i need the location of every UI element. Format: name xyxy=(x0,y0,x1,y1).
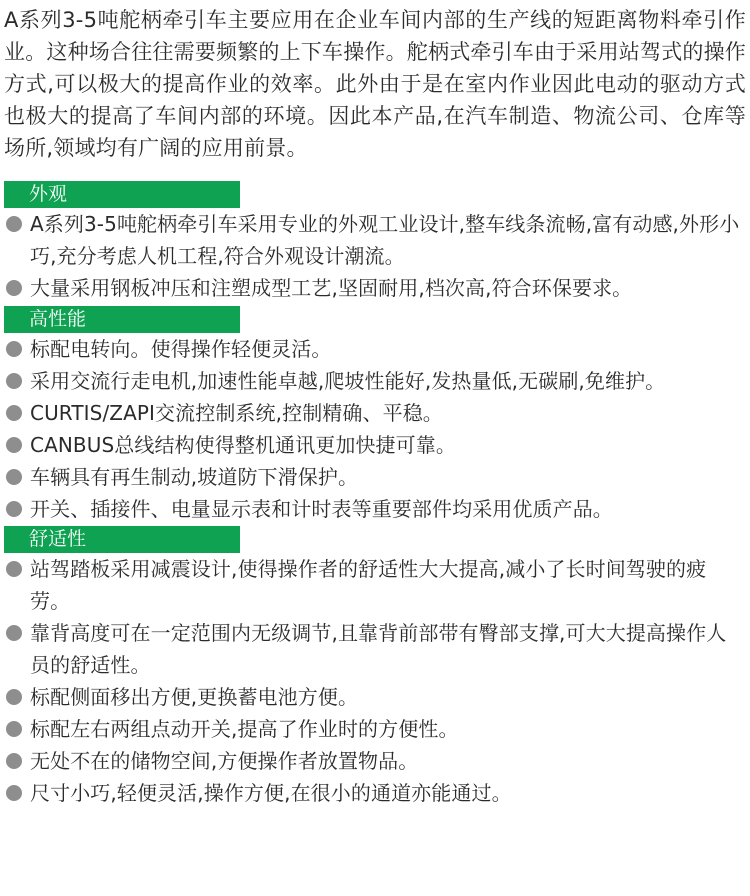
bullet-dot-icon xyxy=(6,501,22,517)
list-item-text: A系列3-5吨舵柄牵引车采用专业的外观工业设计,整车线条流畅,富有动感,外形小巧,充分考虑人机工程,符合外观设计潮流。 xyxy=(30,212,740,268)
list-item xyxy=(4,617,746,681)
comfort-list xyxy=(4,553,746,809)
list-item xyxy=(4,333,746,365)
section-comfort xyxy=(4,526,746,809)
section-header-performance: 高性能 xyxy=(4,306,240,333)
list-item xyxy=(4,429,746,461)
section-performance xyxy=(4,306,746,525)
list-item-text: 靠背高度可在一定范围内无级调节,且靠背前部带有臀部支撑,可大大提高操作人员的舒适性。 xyxy=(30,621,727,677)
section-header-appearance: 外观 xyxy=(4,181,240,208)
list-item-text: 标配电转向。使得操作轻便灵活。 xyxy=(30,337,332,361)
bullet-dot-icon xyxy=(6,405,22,421)
list-item xyxy=(4,553,746,617)
list-item xyxy=(4,713,746,745)
list-item-text: 尺寸小巧,轻便灵活,操作方便,在很小的通道亦能通过。 xyxy=(30,781,512,805)
list-item xyxy=(4,745,746,777)
list-item-text: 无处不在的储物空间,方便操作者放置物品。 xyxy=(30,749,419,773)
list-item xyxy=(4,272,746,304)
list-item xyxy=(4,461,746,493)
list-item xyxy=(4,365,746,397)
bullet-dot-icon xyxy=(6,689,22,705)
bullet-dot-icon xyxy=(6,625,22,641)
bullet-dot-icon xyxy=(6,721,22,737)
section-appearance xyxy=(4,181,746,304)
bullet-dot-icon xyxy=(6,753,22,769)
list-item-text: 采用交流行走电机,加速性能卓越,爬坡性能好,发热量低,无碳刷,免维护。 xyxy=(30,369,666,393)
appearance-list xyxy=(4,208,746,304)
bullet-dot-icon xyxy=(6,216,22,232)
section-header-comfort: 舒适性 xyxy=(4,526,240,553)
bullet-dot-icon xyxy=(6,437,22,453)
list-item-text: 标配左右两组点动开关,提高了作业时的方便性。 xyxy=(30,717,459,741)
bullet-dot-icon xyxy=(6,341,22,357)
list-item xyxy=(4,397,746,429)
list-item-text: 车辆具有再生制动,坡道防下滑保护。 xyxy=(30,465,359,489)
list-item-text: 大量采用钢板冲压和注塑成型工艺,坚固耐用,档次高,符合环保要求。 xyxy=(30,276,633,300)
bullet-dot-icon xyxy=(6,373,22,389)
list-item-text: CURTIS/ZAPI交流控制系统,控制精确、平稳。 xyxy=(30,401,443,425)
list-item xyxy=(4,777,746,809)
list-item-text: 开关、插接件、电量显示表和计时表等重要部件均采用优质产品。 xyxy=(30,497,613,521)
bullet-dot-icon xyxy=(6,785,22,801)
list-item xyxy=(4,208,746,272)
bullet-dot-icon xyxy=(6,469,22,485)
list-item xyxy=(4,493,746,525)
performance-list xyxy=(4,333,746,525)
list-item xyxy=(4,681,746,713)
list-item-text: 标配侧面移出方便,更换蓄电池方便。 xyxy=(30,685,359,709)
bullet-dot-icon xyxy=(6,561,22,577)
list-item-text: 站驾踏板采用减震设计,使得操作者的舒适性大大提高,减小了长时间驾驶的疲劳。 xyxy=(30,557,707,613)
bullet-dot-icon xyxy=(6,280,22,296)
list-item-text: CANBUS总线结构使得整机通讯更加快捷可靠。 xyxy=(30,433,456,457)
intro-paragraph: A系列3-5吨舵柄牵引车主要应用在企业车间内部的生产线的短距离物料牵引作业。这种场合往往需要频繁的上下车操作。舵柄式牵引车由于采用站驾式的操作方式,可以极大的提高作业的效率。此外由于是在室内作业因此电动的驱动方式也极大的提高了车间内部的环境。因此本产品,在汽车制造、物流公司、仓库等场所,领域均有广阔的应用前景。 xyxy=(4,8,746,160)
